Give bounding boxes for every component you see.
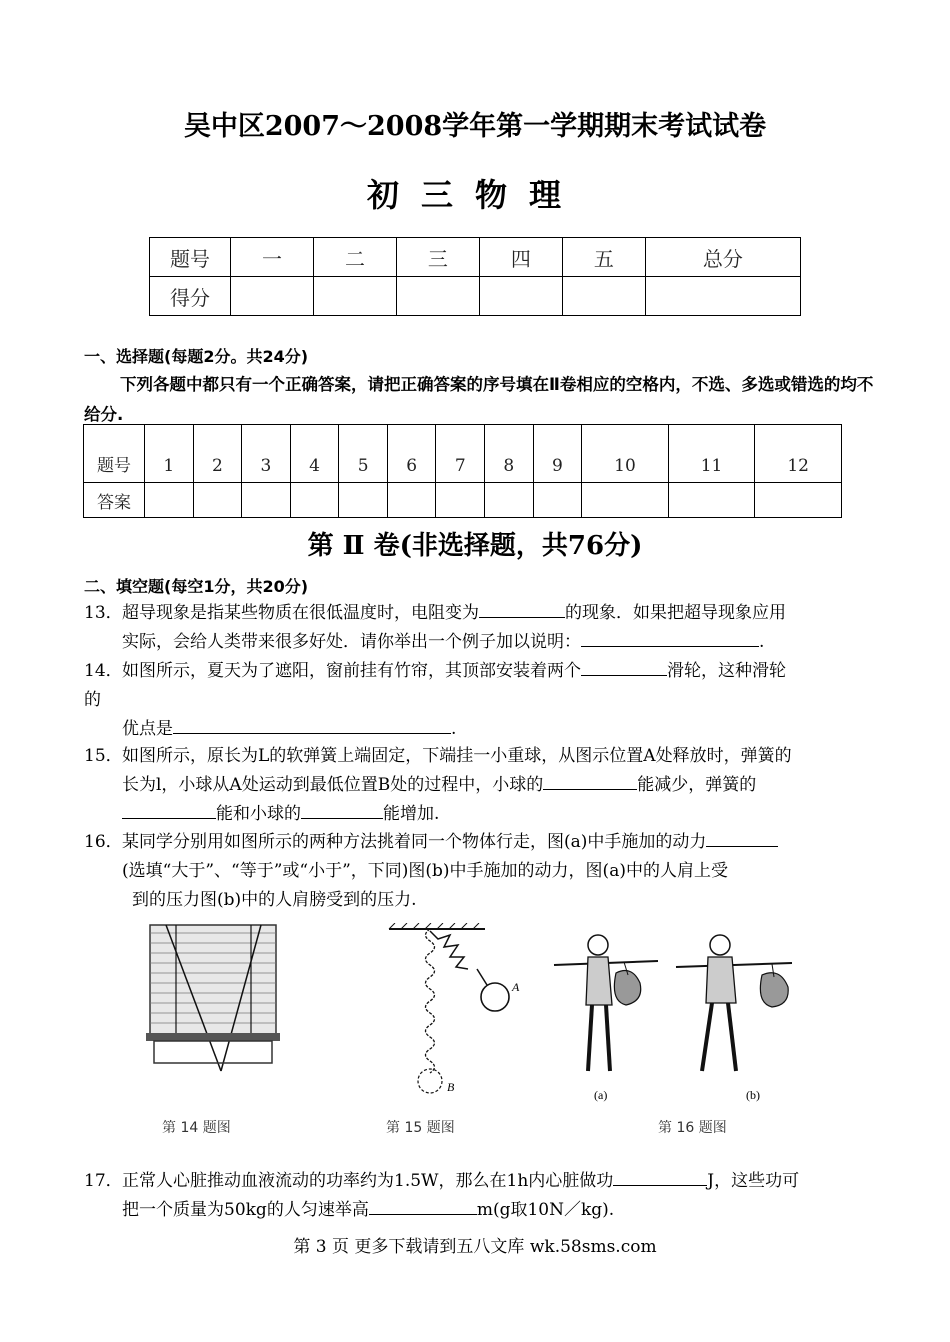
answer-number: 9: [533, 425, 582, 483]
answer-row: [84, 483, 842, 518]
answer-number: 5: [339, 425, 388, 483]
score-cell[interactable]: [562, 277, 645, 316]
answer-blank[interactable]: [543, 771, 637, 790]
answer-blank[interactable]: [706, 828, 778, 847]
question-text: J，这些功可: [707, 1171, 800, 1191]
answer-number: 11: [668, 425, 755, 483]
answer-blank[interactable]: [369, 1196, 477, 1215]
question-16: [84, 828, 874, 915]
answer-blank[interactable]: [173, 715, 451, 734]
score-header-row: [150, 238, 801, 277]
page-footer: 第 3 页 更多下载请到五八文库 wk.58sms.com: [293, 1237, 657, 1257]
score-cell[interactable]: [313, 277, 396, 316]
score-header-cell: 一: [231, 238, 314, 277]
score-row-label: 得分: [150, 277, 231, 316]
question-text: 把一个质量为50kg的人匀速举高: [122, 1200, 369, 1220]
question-text: (选填“大于”、“等于”或“小于”，下同)图(b)中手施加的动力，图(a)中的人肩上受: [122, 861, 728, 881]
label-fb: (b): [746, 1088, 760, 1102]
answer-cell[interactable]: [668, 483, 755, 518]
score-cell[interactable]: [231, 277, 314, 316]
figure-15-caption: 第 15 题图: [386, 1120, 455, 1136]
question-text: 能和小球的: [216, 804, 301, 824]
question-text: 能减少，弹簧的: [637, 775, 757, 795]
score-header-cell: 五: [562, 238, 645, 277]
answer-blank[interactable]: [581, 628, 759, 647]
score-table: [149, 237, 801, 316]
question-number: 15．: [84, 746, 123, 766]
answer-cell[interactable]: [485, 483, 534, 518]
question-text: 正常人心脏推动血液流动的功率约为1.5W，那么在1h内心脏做功: [122, 1171, 614, 1191]
label-b: B: [447, 1080, 455, 1094]
answer-table: [83, 424, 842, 518]
score-cell[interactable]: [396, 277, 479, 316]
question-text: m(g取10N／kg).: [476, 1200, 615, 1220]
question-text: 实际，会给人类带来很多好处．请你举出一个例子加以说明：: [122, 632, 581, 652]
exam-title: 吴中区2007～2008学年第一学期期末考试试卷: [183, 111, 767, 142]
part2-title: 第 Ⅱ 卷(非选择题，共76分): [307, 531, 643, 561]
figure-14-caption: 第 14 题图: [162, 1120, 231, 1136]
question-text: .: [451, 719, 457, 739]
answer-cell[interactable]: [290, 483, 339, 518]
answer-number: 12: [755, 425, 842, 483]
question-number: 17．: [84, 1171, 123, 1191]
question-text: 能增加.: [383, 804, 440, 824]
question-text: .: [759, 632, 765, 652]
score-header-cell: 三: [396, 238, 479, 277]
question-17: [84, 1167, 874, 1225]
answer-blank[interactable]: [301, 800, 383, 819]
answer-label: 答案: [84, 483, 145, 518]
answer-blank[interactable]: [613, 1167, 707, 1186]
answer-number: 3: [242, 425, 291, 483]
carrying-figure: [550, 921, 810, 1111]
section1-instruction: 下列各题中都只有一个正确答案，请把正确答案的序号填在Ⅱ卷相应的空格内，不选、多选或错选的均不给分.: [84, 375, 874, 424]
question-text: 到的压力图(b)中的人肩膀受到的压力.: [132, 890, 417, 910]
answer-cell[interactable]: [193, 483, 242, 518]
answer-blank[interactable]: [122, 800, 216, 819]
score-header-cell: 题号: [150, 238, 231, 277]
figures-area: [140, 915, 820, 1140]
subject-title: 初三物理: [366, 176, 583, 214]
figure-16-caption: 第 16 题图: [658, 1120, 727, 1136]
question-number: 16．: [84, 832, 123, 852]
answer-number-row: [84, 425, 842, 483]
question-text: 某同学分别用如图所示的两种方法挑着同一个物体行走，图(a)中手施加的动力: [122, 832, 707, 852]
answer-number: 1: [145, 425, 194, 483]
question-text: 滑轮，这种滑轮: [667, 661, 786, 681]
score-header-cell: 四: [479, 238, 562, 277]
bamboo-curtain-figure: [146, 921, 286, 1096]
answer-cell[interactable]: [436, 483, 485, 518]
question-text: 如图所示，原长为L的软弹簧上端固定，下端挂一小重球，从图示位置A处释放时，弹簧的: [122, 746, 792, 766]
section2-heading: 二、填空题(每空1分，共20分): [84, 577, 309, 596]
answer-blank[interactable]: [479, 599, 565, 618]
answer-cell[interactable]: [145, 483, 194, 518]
answer-cell[interactable]: [533, 483, 582, 518]
question-text: 超导现象是指某些物质在很低温度时，电阻变为: [122, 603, 479, 623]
score-header-cell: 二: [313, 238, 396, 277]
question-13: [84, 599, 874, 657]
score-cell[interactable]: [479, 277, 562, 316]
answer-number: 4: [290, 425, 339, 483]
answer-cell[interactable]: [339, 483, 388, 518]
question-15: [84, 742, 874, 829]
answer-number: 6: [387, 425, 436, 483]
score-cell[interactable]: [645, 277, 800, 316]
section1-heading: 一、选择题(每题2分。共24分): [84, 347, 309, 366]
answer-number: 2: [193, 425, 242, 483]
answer-no-label: 题号: [84, 425, 145, 483]
question-text: 的: [84, 690, 101, 710]
question-14: [84, 657, 874, 744]
score-row: [150, 277, 801, 316]
answer-cell[interactable]: [755, 483, 842, 518]
score-header-cell: 总分: [645, 238, 800, 277]
answer-number: 10: [582, 425, 669, 483]
question-text: 的现象．如果把超导现象应用: [565, 603, 786, 623]
question-number: 14．: [84, 661, 123, 681]
question-text: 长为l，小球从A处运动到最低位置B处的过程中，小球的: [122, 775, 544, 795]
label-a: A: [512, 980, 520, 994]
answer-cell[interactable]: [582, 483, 669, 518]
answer-number: 8: [485, 425, 534, 483]
spring-figure: [385, 923, 525, 1108]
answer-cell[interactable]: [387, 483, 436, 518]
answer-number: 7: [436, 425, 485, 483]
question-text: 如图所示，夏天为了遮阳，窗前挂有竹帘，其顶部安装着两个: [122, 661, 581, 681]
label-fa: (a): [594, 1088, 608, 1102]
answer-blank[interactable]: [581, 657, 667, 676]
question-number: 13．: [84, 603, 123, 623]
answer-cell[interactable]: [242, 483, 291, 518]
question-text: 优点是: [122, 719, 173, 739]
